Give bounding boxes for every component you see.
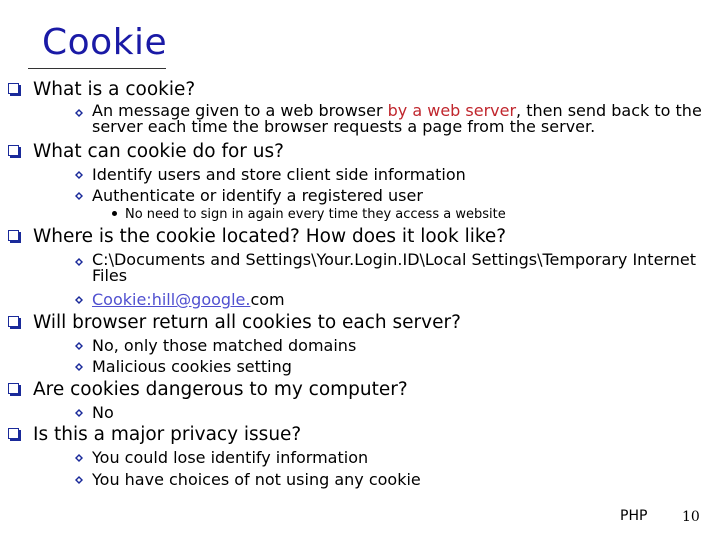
answer-text: Malicious cookies setting: [92, 357, 292, 376]
question-item-2: [8, 141, 284, 162]
answer-text: You could lose identify information: [92, 448, 369, 467]
diamond-bullet-icon: [75, 476, 83, 484]
slide-title: Cookie: [42, 22, 168, 63]
diamond-bullet-icon: [75, 171, 83, 179]
question-item-5: [8, 379, 408, 400]
square-bullet-icon: [8, 145, 19, 156]
answer-text: No, only those matched domains: [92, 336, 357, 355]
answer-item: [78, 470, 421, 489]
diamond-bullet-icon: [75, 296, 83, 304]
answer-text: No: [92, 403, 114, 422]
answer-text: You have choices of not using any cookie: [92, 470, 421, 489]
answer-text: C:\Documents and Settings\Your.Login.ID\Local Settings\Temporary Internet Files: [92, 250, 696, 285]
cookie-link[interactable]: Cookie:hill@google.: [92, 290, 251, 309]
sub-answer-text: No need to sign in again every time they access a website: [125, 207, 506, 222]
footer-label: PHP: [620, 508, 648, 524]
diamond-bullet-icon: [75, 454, 83, 462]
answer-text-end: com: [250, 290, 285, 309]
dot-bullet-icon: [112, 211, 117, 216]
title-underline: [28, 68, 166, 69]
answer-text-end: , then send back to the server each time the browser requests a page from the server.: [92, 101, 702, 136]
answer-item: [78, 103, 702, 136]
diamond-bullet-icon: [75, 109, 83, 117]
answer-item: [78, 336, 356, 355]
question-text: What can cookie do for us?: [33, 141, 284, 162]
page-number: 10: [682, 509, 700, 525]
square-bullet-icon: [8, 316, 19, 327]
question-item-6: [8, 424, 301, 445]
answer-item: [78, 403, 114, 422]
square-bullet-icon: [8, 230, 19, 241]
sub-answer-item: [112, 207, 506, 222]
answer-item: [78, 252, 702, 285]
answer-text: Identify users and store client side information: [92, 165, 466, 184]
question-text: What is a cookie?: [33, 79, 196, 100]
square-bullet-icon: [8, 83, 19, 94]
question-text: Will browser return all cookies to each server?: [33, 312, 461, 333]
question-item-1: [8, 79, 195, 100]
answer-item: [78, 448, 368, 467]
question-item-4: [8, 312, 461, 333]
square-bullet-icon: [8, 428, 19, 439]
answer-item: [78, 165, 466, 184]
diamond-bullet-icon: [75, 409, 83, 417]
question-text: Where is the cookie located? How does it look like?: [33, 226, 507, 247]
answer-text: Authenticate or identify a registered user: [92, 186, 423, 205]
highlighted-text: by a web server: [387, 101, 517, 120]
square-bullet-icon: [8, 383, 19, 394]
question-item-3: [8, 226, 506, 247]
diamond-bullet-icon: [75, 363, 83, 371]
answer-text-start: An message given to a web browser: [92, 101, 388, 120]
diamond-bullet-icon: [75, 258, 83, 266]
answer-text: [92, 290, 285, 309]
question-text: Are cookies dangerous to my computer?: [33, 379, 408, 400]
answer-item: [78, 357, 292, 376]
answer-text: [92, 103, 702, 135]
diamond-bullet-icon: [75, 342, 83, 350]
diamond-bullet-icon: [75, 192, 83, 200]
answer-item: [78, 186, 423, 205]
question-text: Is this a major privacy issue?: [33, 424, 302, 445]
answer-item: [78, 290, 285, 309]
